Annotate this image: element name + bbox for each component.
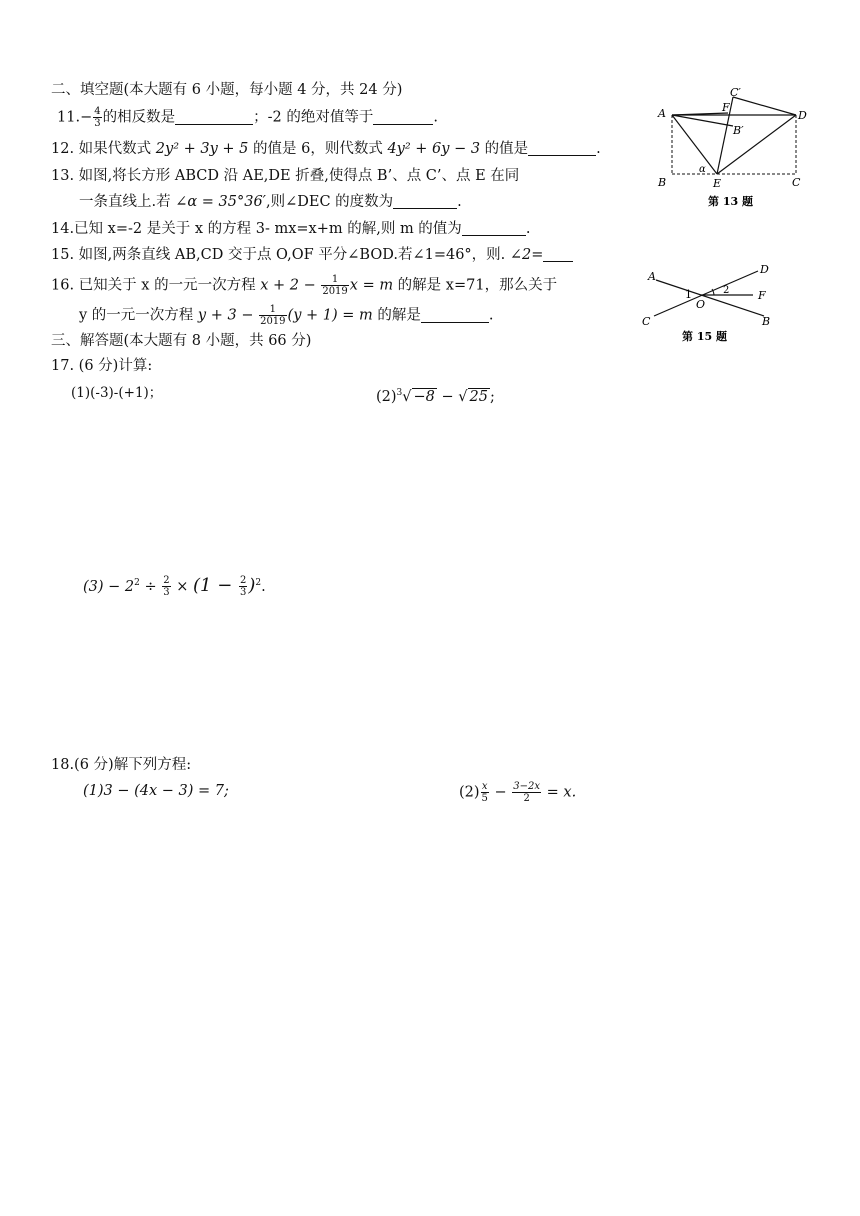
q13-line2-b: ,则∠DEC 的度数为 <box>265 194 394 210</box>
fig15-label-b: B <box>762 315 771 328</box>
fig13-label-c: C <box>792 176 801 189</box>
q17-p2-label: (2) <box>376 388 397 405</box>
q18-part-2 <box>459 781 576 804</box>
q11-text2: ；-2 的绝对值等于 <box>253 109 374 126</box>
q18-frac1-num: x <box>481 781 488 792</box>
figure-15 <box>638 258 788 348</box>
fig15-label-c: C <box>642 315 651 328</box>
q16-expr2b: (y + 1) = m <box>287 307 373 324</box>
q13-number: 13. <box>51 168 75 184</box>
q17-p3-frac-2 <box>239 575 247 598</box>
q16-frac1-den: 2019 <box>322 286 348 297</box>
q18-frac2-den: 2 <box>523 793 530 804</box>
fig13-label-d: D <box>798 109 807 122</box>
q14-blank[interactable] <box>462 220 526 236</box>
q18-frac1-den: 5 <box>481 793 488 804</box>
fig15-label-2: 2 <box>723 285 730 296</box>
fig15-caption: 第 15 题 <box>682 330 727 343</box>
fig13-line-ae <box>672 115 717 174</box>
q11-text1: 的相反数是 <box>102 109 176 126</box>
fig13-label-a: A <box>658 107 666 120</box>
q18-frac-2 <box>512 781 541 804</box>
q16-frac1-num: 1 <box>321 274 348 286</box>
fig13-label-alpha: α <box>699 164 706 175</box>
q17-part-3 <box>83 573 266 598</box>
q17-p3-exp2: 2 <box>255 578 262 588</box>
q17-title: 17. (6 分)计算: <box>51 358 153 374</box>
question-13-line1 <box>51 166 519 186</box>
q12-text3: 的值是 <box>480 141 529 157</box>
q16-text1: 已知关于 x 的一元一次方程 <box>74 277 261 294</box>
q17-p3-frac1-num: 2 <box>163 575 170 587</box>
q18-title: 18.(6 分)解下列方程: <box>51 757 192 773</box>
q13-end: . <box>457 194 462 210</box>
q17-p3-div: ÷ <box>139 578 162 595</box>
fig15-label-d: D <box>760 263 769 276</box>
section-2-header: 二、填空题(本大题有 6 小题，每小题 4 分，共 24 分) <box>51 82 403 98</box>
question-11 <box>57 106 438 129</box>
q18-p2-end: = x. <box>542 784 577 801</box>
q16-fraction-2 <box>259 304 286 327</box>
question-14 <box>51 219 530 239</box>
fig15-label-a: A <box>648 270 656 283</box>
q16-expr1a: x + 2 − <box>260 277 321 294</box>
q17-p2-radicand-2: 25 <box>469 388 488 405</box>
q18-minus: − <box>489 784 512 801</box>
fig13-label-b: B <box>658 176 667 189</box>
q14-end: . <box>525 221 531 237</box>
q17-p3-frac2-num: 2 <box>240 575 247 587</box>
q17-p2-radicand-1: −8 <box>413 388 435 405</box>
q11-frac-den: 3 <box>94 118 101 129</box>
q12-end: . <box>596 141 601 157</box>
fig13-label-b-prime: B′ <box>733 124 744 137</box>
q18-p2-label: (2) <box>459 784 480 801</box>
q16-number: 16. <box>51 277 75 294</box>
fig15-label-f: F <box>758 289 766 302</box>
q15-angle: ∠2= <box>509 247 544 263</box>
q17-p3-frac-1 <box>162 575 170 598</box>
q16-fraction-1 <box>321 274 348 297</box>
fig13-label-f: F <box>722 101 730 114</box>
question-16-line2 <box>79 304 493 327</box>
q17-p3-times: × <box>171 578 193 595</box>
fig15-line-ab <box>656 280 764 316</box>
q11-blank-1[interactable] <box>175 109 253 125</box>
q16-blank[interactable] <box>421 307 489 323</box>
q13-blank[interactable] <box>393 193 457 209</box>
q16-line2a: y 的一元一次方程 <box>79 307 198 324</box>
q11-neg: − <box>80 109 93 126</box>
fig13-caption: 第 13 题 <box>708 195 753 208</box>
q17-p2-minus: − <box>436 388 459 405</box>
q12-expr2: 4y² + 6y − 3 <box>387 141 481 157</box>
q16-line2b: 的解是 <box>372 307 421 324</box>
q17-p3-end: . <box>261 578 266 595</box>
q16-expr2a: y + 3 − <box>197 307 259 324</box>
question-16-line1 <box>51 274 557 297</box>
q17-p3-close: ) <box>248 574 256 596</box>
q13-line1: 如图,将长方形 ABCD 沿 AE,DE 折叠,使得点 B’、点 C’、点 E 在同 <box>74 168 520 184</box>
fig15-label-o: O <box>696 298 706 311</box>
figure-13 <box>650 84 820 214</box>
section-3-header: 三、解答题(本大题有 8 小题，共 66 分) <box>51 333 312 349</box>
q11-end: . <box>433 109 438 126</box>
q15-blank[interactable] <box>543 246 573 262</box>
q18-part-1: (1)3 − (4x − 3) = 7; <box>83 783 229 799</box>
q17-p3-paren: (1 − <box>193 574 238 596</box>
q16-end: . <box>488 307 494 324</box>
q17-p3-frac1-den: 3 <box>163 587 170 599</box>
fig13-line-de <box>717 115 796 174</box>
q16-expr1b: x = m <box>349 277 394 294</box>
fig13-line-ab1 <box>672 115 733 126</box>
q17-part-2: $(2)^3√ -8$ − √ 25 ; <box>376 388 495 405</box>
q11-frac-num: 4 <box>94 106 101 117</box>
q17-p3-label: (3) − 2 <box>83 578 135 595</box>
question-15 <box>51 245 573 265</box>
q16-text2: 的解是 x=71，那么关于 <box>393 277 558 294</box>
fig13-label-c-prime: C′ <box>730 86 741 99</box>
q17-p3-frac2-den: 3 <box>240 587 247 599</box>
q12-text1: 如果代数式 <box>74 141 156 157</box>
q17-p2-end: ; <box>489 388 495 405</box>
q12-number: 12. <box>51 141 75 157</box>
q17-part-1: (1)(-3)-(+1)； <box>71 385 163 401</box>
q17-p3-exp: 2 <box>134 578 140 588</box>
q18-frac-1 <box>481 781 489 804</box>
question-13-line2 <box>79 192 462 212</box>
q12-text2: 的值是 6，则代数式 <box>248 141 388 157</box>
q11-fraction <box>93 106 101 129</box>
q12-expr1: 2y² + 3y + 5 <box>155 141 249 157</box>
q15-text: 15. 如图,两条直线 AB,CD 交于点 O,OF 平分∠BOD.若∠1=46°，则. <box>51 247 510 263</box>
fig15-label-1: 1 <box>685 288 692 301</box>
question-12 <box>51 139 601 159</box>
q11-blank-2[interactable] <box>373 109 433 125</box>
q16-frac2-den: 2019 <box>260 316 286 327</box>
q18-frac2-num: 3−2x <box>513 781 541 792</box>
q13-angle: ∠α = 35°36′ <box>175 194 266 210</box>
q11-number: 11. <box>57 109 81 126</box>
q12-blank[interactable] <box>528 140 596 156</box>
q17-p2-root-index: 3 <box>396 388 403 398</box>
fig13-label-e: E <box>713 177 722 190</box>
q16-frac2-num: 1 <box>259 304 286 316</box>
q13-line2-a: 一条直线上.若 <box>79 194 176 210</box>
q14-text: 14.已知 x=-2 是关于 x 的方程 3- mx=x+m 的解,则 m 的值为 <box>51 221 462 237</box>
fig13-line-c1d <box>733 97 796 115</box>
